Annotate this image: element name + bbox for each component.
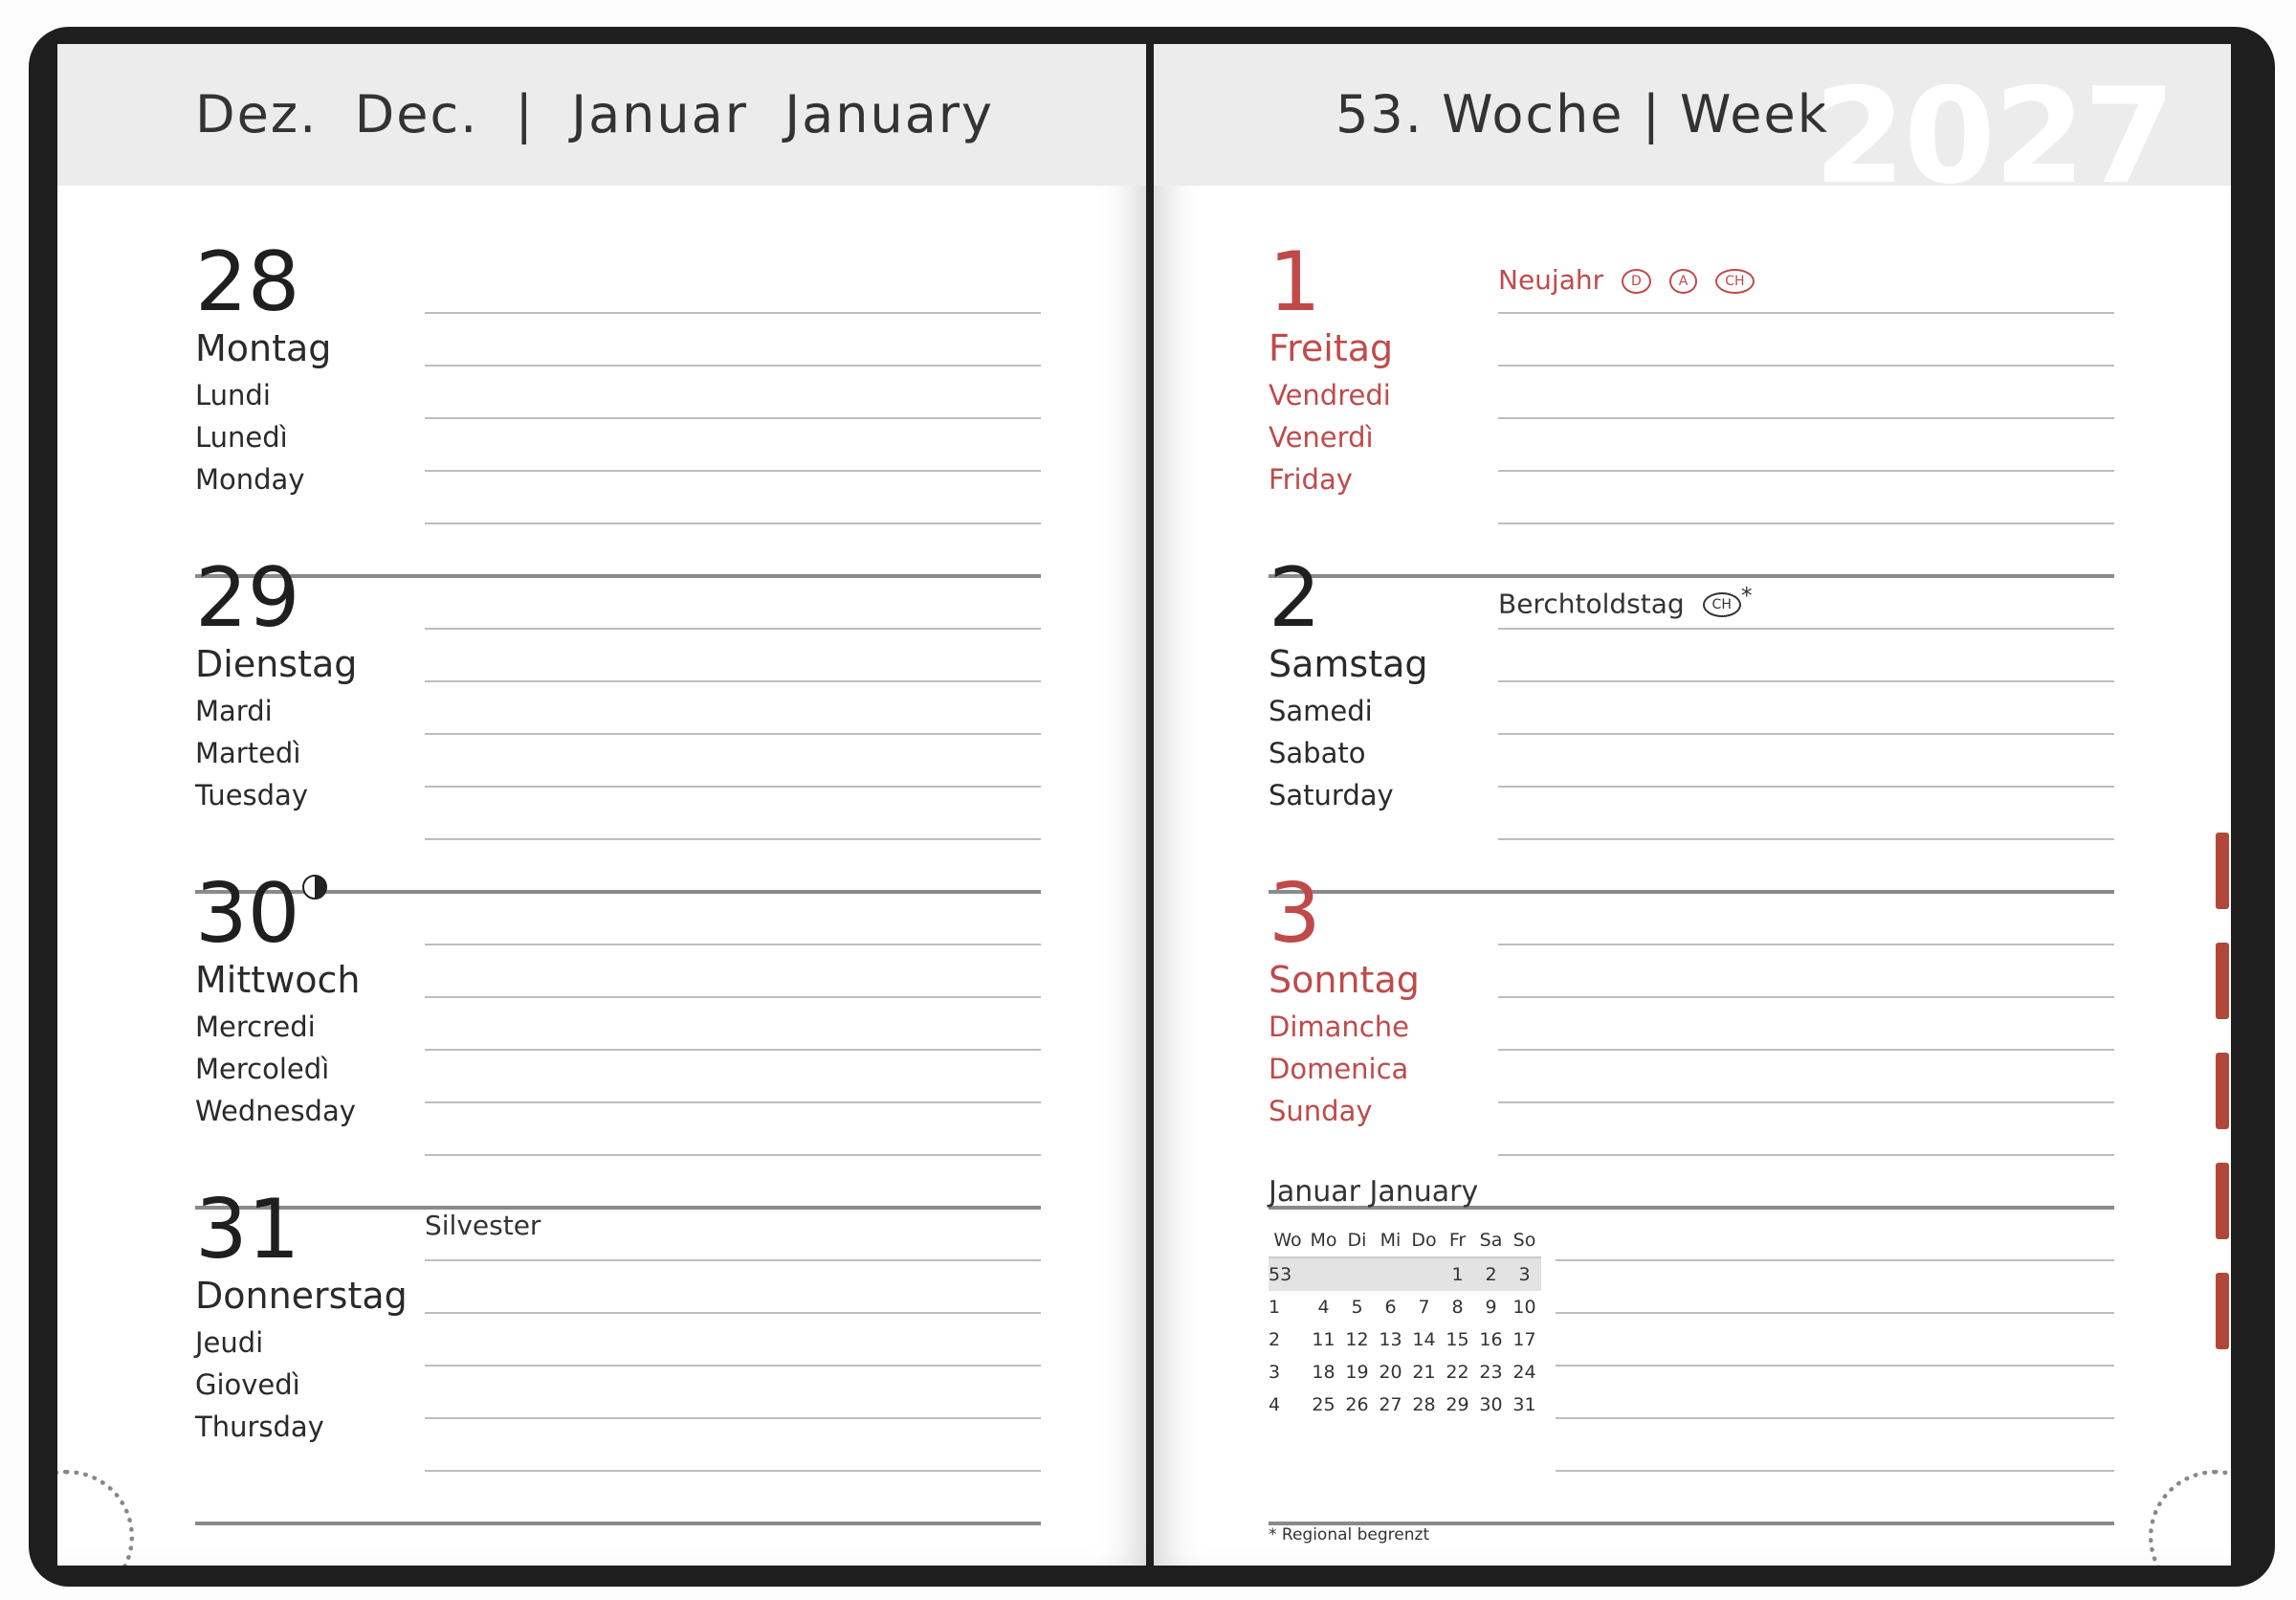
index-tab[interactable] bbox=[2216, 833, 2229, 909]
day-number: 2 bbox=[1269, 550, 1321, 646]
date-cell: 24 bbox=[1512, 1362, 1536, 1383]
ribbon-dots-decoration bbox=[57, 1470, 134, 1566]
date-cell: 16 bbox=[1479, 1329, 1503, 1350]
header-wo: Wo bbox=[1269, 1224, 1307, 1257]
writing-line bbox=[425, 312, 1041, 314]
date-cell bbox=[1340, 1257, 1374, 1291]
mini-calendar-week-row bbox=[1269, 1323, 1541, 1356]
mini-calendar-week-row bbox=[1269, 1389, 1541, 1421]
writing-line bbox=[1556, 1365, 2114, 1367]
day-block-31[interactable] bbox=[195, 1183, 1041, 1499]
day-name-en: Sunday bbox=[1269, 1095, 1373, 1127]
mini-calendar-grid bbox=[1269, 1224, 1541, 1421]
regional-asterisk: * bbox=[1740, 582, 1753, 609]
writing-line bbox=[425, 996, 1041, 998]
week-number: 53 bbox=[1269, 1257, 1307, 1291]
day-block-3[interactable] bbox=[1269, 867, 2114, 1183]
holiday-name: Neujahr bbox=[1498, 264, 1604, 296]
date-cell: 10 bbox=[1512, 1297, 1536, 1318]
writing-line bbox=[1498, 944, 2114, 945]
country-badge-ch: CH bbox=[1703, 592, 1741, 617]
writing-line bbox=[1498, 733, 2114, 735]
day-name-en: Monday bbox=[195, 463, 305, 496]
mini-calendar-week-row bbox=[1269, 1291, 1541, 1323]
day-name-de: Sonntag bbox=[1269, 959, 1420, 1001]
writing-line bbox=[425, 417, 1041, 419]
date-cell: 25 bbox=[1312, 1394, 1336, 1415]
date-cell bbox=[1374, 1257, 1407, 1291]
country-badge-a: A bbox=[1669, 269, 1698, 294]
writing-line bbox=[1498, 628, 2114, 630]
date-cell: 30 bbox=[1479, 1394, 1503, 1415]
day-name-fr: Mardi bbox=[195, 695, 273, 727]
day-name-fr: Lundi bbox=[195, 379, 271, 411]
writing-line bbox=[1498, 680, 2114, 682]
writing-line bbox=[425, 522, 1041, 524]
writing-line bbox=[1556, 1312, 2114, 1314]
date-cell: 2 bbox=[1474, 1257, 1508, 1291]
writing-line bbox=[1498, 786, 2114, 788]
header-fr: Fr bbox=[1441, 1224, 1474, 1257]
index-tab[interactable] bbox=[2216, 1163, 2229, 1239]
writing-line bbox=[425, 944, 1041, 945]
day-number: 1 bbox=[1269, 234, 1321, 330]
writing-line bbox=[1556, 1470, 2114, 1472]
writing-line bbox=[425, 838, 1041, 840]
day-separator bbox=[195, 1522, 1041, 1525]
day-name-it: Mercoledì bbox=[195, 1053, 330, 1085]
holiday-name: Berchtoldstag bbox=[1498, 588, 1685, 620]
date-cell: 6 bbox=[1384, 1297, 1397, 1318]
date-cell bbox=[1407, 1257, 1441, 1291]
day-name-en: Wednesday bbox=[195, 1095, 356, 1127]
date-cell: 20 bbox=[1379, 1362, 1402, 1383]
header-sa: Sa bbox=[1474, 1224, 1508, 1257]
writing-line bbox=[1498, 470, 2114, 472]
day-number: 30 bbox=[195, 866, 300, 962]
day-block-2[interactable] bbox=[1269, 551, 2114, 867]
day-block-28[interactable] bbox=[195, 235, 1041, 551]
week-header: 53. Woche | Week bbox=[1336, 84, 1829, 144]
country-badge-d: D bbox=[1622, 269, 1651, 294]
ribbon-dots-decoration bbox=[2149, 1470, 2231, 1566]
date-cell: 14 bbox=[1412, 1329, 1436, 1350]
date-cell: 31 bbox=[1512, 1394, 1536, 1415]
day-name-it: Venerdì bbox=[1269, 421, 1374, 454]
country-badge-ch: CH bbox=[1715, 269, 1754, 294]
header-so: So bbox=[1508, 1224, 1541, 1257]
date-cell: 9 bbox=[1485, 1297, 1497, 1318]
week-number: 1 bbox=[1269, 1297, 1281, 1318]
writing-line bbox=[425, 786, 1041, 788]
mini-calendar-week-row bbox=[1269, 1257, 1541, 1291]
writing-line bbox=[425, 1417, 1041, 1419]
writing-line bbox=[1498, 417, 2114, 419]
date-cell: 28 bbox=[1412, 1394, 1436, 1415]
day-number: 31 bbox=[195, 1182, 300, 1278]
date-cell: 21 bbox=[1412, 1362, 1436, 1383]
writing-line bbox=[425, 1049, 1041, 1051]
day-number: 29 bbox=[195, 550, 300, 646]
date-cell: 1 bbox=[1441, 1257, 1474, 1291]
date-cell: 5 bbox=[1351, 1297, 1363, 1318]
date-cell: 8 bbox=[1451, 1297, 1464, 1318]
writing-line bbox=[425, 733, 1041, 735]
day-name-de: Mittwoch bbox=[195, 959, 361, 1001]
day-name-de: Samstag bbox=[1269, 643, 1428, 685]
day-name-de: Montag bbox=[195, 327, 332, 369]
header-mo: Mo bbox=[1307, 1224, 1340, 1257]
writing-line bbox=[425, 1365, 1041, 1367]
date-cell bbox=[1307, 1257, 1340, 1291]
header-do: Do bbox=[1407, 1224, 1441, 1257]
mini-calendar-week-row bbox=[1269, 1356, 1541, 1389]
day-name-en: Tuesday bbox=[195, 779, 308, 811]
header-di: Di bbox=[1340, 1224, 1374, 1257]
day-name-fr: Dimanche bbox=[1269, 1011, 1409, 1043]
writing-line bbox=[1556, 1259, 2114, 1261]
writing-line bbox=[425, 1470, 1041, 1472]
writing-line bbox=[1498, 1154, 2114, 1156]
first-quarter-moon-icon bbox=[302, 875, 327, 900]
right-header-band bbox=[1154, 44, 2231, 213]
writing-line bbox=[425, 1154, 1041, 1156]
date-cell: 13 bbox=[1379, 1329, 1402, 1350]
day-name-en: Friday bbox=[1269, 463, 1353, 496]
day-name-de: Donnerstag bbox=[195, 1275, 408, 1317]
writing-line bbox=[1498, 1101, 2114, 1103]
right-page bbox=[1154, 44, 2231, 1566]
day-name-it: Domenica bbox=[1269, 1053, 1409, 1085]
day-number: 28 bbox=[195, 234, 300, 330]
index-tab[interactable] bbox=[2216, 943, 2229, 1019]
day-name-de: Freitag bbox=[1269, 327, 1394, 369]
day-name-fr: Mercredi bbox=[195, 1011, 316, 1043]
date-cell: 17 bbox=[1512, 1329, 1536, 1350]
holiday-label bbox=[1498, 582, 1753, 619]
date-cell: 11 bbox=[1312, 1329, 1336, 1350]
footnote: * Regional begrenzt bbox=[1269, 1525, 1430, 1544]
year-label: 2027 bbox=[1813, 59, 2174, 213]
holiday-label: Silvester bbox=[425, 1210, 541, 1241]
day-name-fr: Jeudi bbox=[195, 1326, 264, 1359]
day-name-en: Thursday bbox=[195, 1411, 324, 1443]
date-cell: 15 bbox=[1446, 1329, 1469, 1350]
header-mi: Mi bbox=[1374, 1224, 1407, 1257]
date-cell: 3 bbox=[1508, 1257, 1541, 1291]
mini-calendar-title: Januar January bbox=[1269, 1175, 1479, 1209]
week-number: 2 bbox=[1269, 1329, 1281, 1350]
writing-line bbox=[1498, 1049, 2114, 1051]
day-name-fr: Vendredi bbox=[1269, 379, 1391, 411]
day-name-it: Sabato bbox=[1269, 737, 1366, 769]
day-block-1[interactable] bbox=[1269, 235, 2114, 551]
holiday-label bbox=[1498, 264, 1755, 296]
day-name-en: Saturday bbox=[1269, 779, 1394, 811]
date-cell: 7 bbox=[1418, 1297, 1430, 1318]
index-tab[interactable] bbox=[2216, 1053, 2229, 1129]
writing-line bbox=[1498, 996, 2114, 998]
week-number: 4 bbox=[1269, 1394, 1281, 1415]
date-cell: 23 bbox=[1479, 1362, 1503, 1383]
day-name-it: Giovedì bbox=[195, 1368, 300, 1401]
writing-line bbox=[1498, 838, 2114, 840]
day-block-29[interactable] bbox=[195, 551, 1041, 867]
writing-line bbox=[425, 1312, 1041, 1314]
writing-line bbox=[1556, 1417, 2114, 1419]
date-cell: 4 bbox=[1317, 1297, 1330, 1318]
writing-line bbox=[425, 1101, 1041, 1103]
day-number: 3 bbox=[1269, 866, 1321, 962]
left-page bbox=[57, 44, 1146, 1566]
date-cell: 27 bbox=[1379, 1394, 1402, 1415]
writing-line bbox=[1498, 365, 2114, 367]
writing-line bbox=[425, 680, 1041, 682]
day-name-fr: Samedi bbox=[1269, 695, 1373, 727]
date-cell: 29 bbox=[1446, 1394, 1469, 1415]
mini-calendar-header-row bbox=[1269, 1224, 1541, 1257]
writing-line bbox=[425, 1259, 1041, 1261]
index-tab[interactable] bbox=[2216, 1273, 2229, 1349]
day-name-it: Lunedì bbox=[195, 421, 288, 454]
writing-line bbox=[1498, 522, 2114, 524]
left-page-header: Dez. Dec. | Januar January bbox=[195, 84, 994, 144]
date-cell: 18 bbox=[1312, 1362, 1336, 1383]
writing-line bbox=[425, 470, 1041, 472]
mini-calendar-january bbox=[1269, 1175, 1556, 1421]
date-cell: 19 bbox=[1345, 1362, 1369, 1383]
date-cell: 26 bbox=[1345, 1394, 1369, 1415]
left-header-band bbox=[57, 44, 1146, 186]
day-name-it: Martedì bbox=[195, 737, 301, 769]
week-number: 3 bbox=[1269, 1362, 1281, 1383]
date-cell: 22 bbox=[1446, 1362, 1469, 1383]
writing-line bbox=[1498, 312, 2114, 314]
day-name-de: Dienstag bbox=[195, 643, 358, 685]
writing-line bbox=[425, 365, 1041, 367]
date-cell: 12 bbox=[1345, 1329, 1369, 1350]
writing-line bbox=[425, 628, 1041, 630]
day-block-30[interactable] bbox=[195, 867, 1041, 1183]
